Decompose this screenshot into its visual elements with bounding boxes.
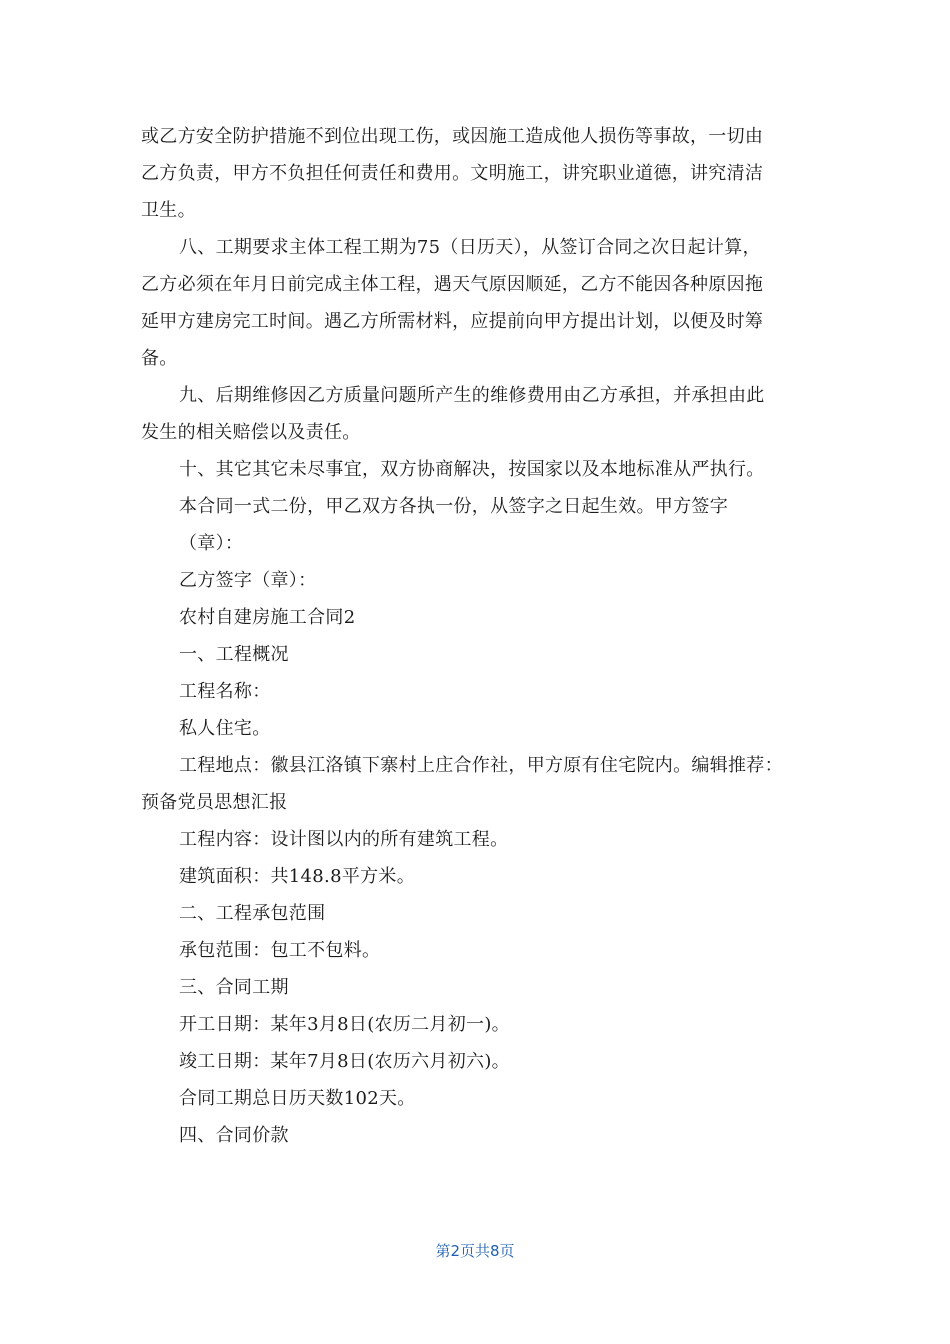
text-line: 卫生。 <box>141 200 196 221</box>
text-line: 九、后期维修因乙方质量问题所产生的维修费用由乙方承担，并承担由此 <box>179 385 765 406</box>
text-line: 竣工日期：某年7月8日(农历六月初六)。 <box>179 1051 510 1072</box>
page-number: 第2页共8页 <box>435 1242 515 1260</box>
text-line: 十、其它其它未尽事宜，双方协商解决，按国家以及本地标准从严执行。 <box>179 459 765 480</box>
text-line: 开工日期：某年3月8日(农历二月初一)。 <box>179 1014 510 1035</box>
text-line: 四、合同价款 <box>179 1125 289 1146</box>
text-line: 一、工程概况 <box>179 644 289 665</box>
text-line: 乙方签字（章）： <box>179 570 317 591</box>
text-line: 农村自建房施工合同2 <box>179 607 356 628</box>
text-line: 发生的相关赔偿以及责任。 <box>141 422 361 443</box>
text-line: 本合同一式二份，甲乙双方各执一份，从签字之日起生效。甲方签字 <box>179 496 728 517</box>
text-line: （章）： <box>179 533 244 554</box>
document-body <box>141 118 801 1154</box>
text-line: 八、工期要求主体工程工期为75（日历天），从签订合同之次日起计算， <box>179 237 761 258</box>
text-line: 私人住宅。 <box>179 718 271 739</box>
text-line: 工程内容：设计图以内的所有建筑工程。 <box>179 829 509 850</box>
text-line: 二、工程承包范围 <box>179 903 326 924</box>
text-line: 或乙方安全防护措施不到位出现工伤，或因施工造成他人损伤等事故，一切由 <box>141 126 764 147</box>
text-line: 乙方负责，甲方不负担任何责任和费用。文明施工，讲究职业道德，讲究清洁 <box>141 163 764 184</box>
text-line: 承包范围：包工不包料。 <box>179 940 381 961</box>
text-line: 工程名称： <box>179 681 271 702</box>
text-line: 工程地点：徽县江洛镇下寨村上庄合作社，甲方原有住宅院内。编辑推荐： <box>179 755 783 776</box>
text-line: 延甲方建房完工时间。遇乙方所需材料，应提前向甲方提出计划，以便及时筹 <box>141 311 764 332</box>
text-line: 乙方必须在年月日前完成主体工程，遇天气原因顺延，乙方不能因各种原因拖 <box>141 274 764 295</box>
text-line: 合同工期总日历天数102天。 <box>179 1088 416 1109</box>
text-line: 预备党员思想汇报 <box>141 792 288 813</box>
text-line: 备。 <box>141 348 178 369</box>
text-line: 建筑面积：共148.8平方米。 <box>179 866 416 887</box>
text-line: 三、合同工期 <box>179 977 289 998</box>
